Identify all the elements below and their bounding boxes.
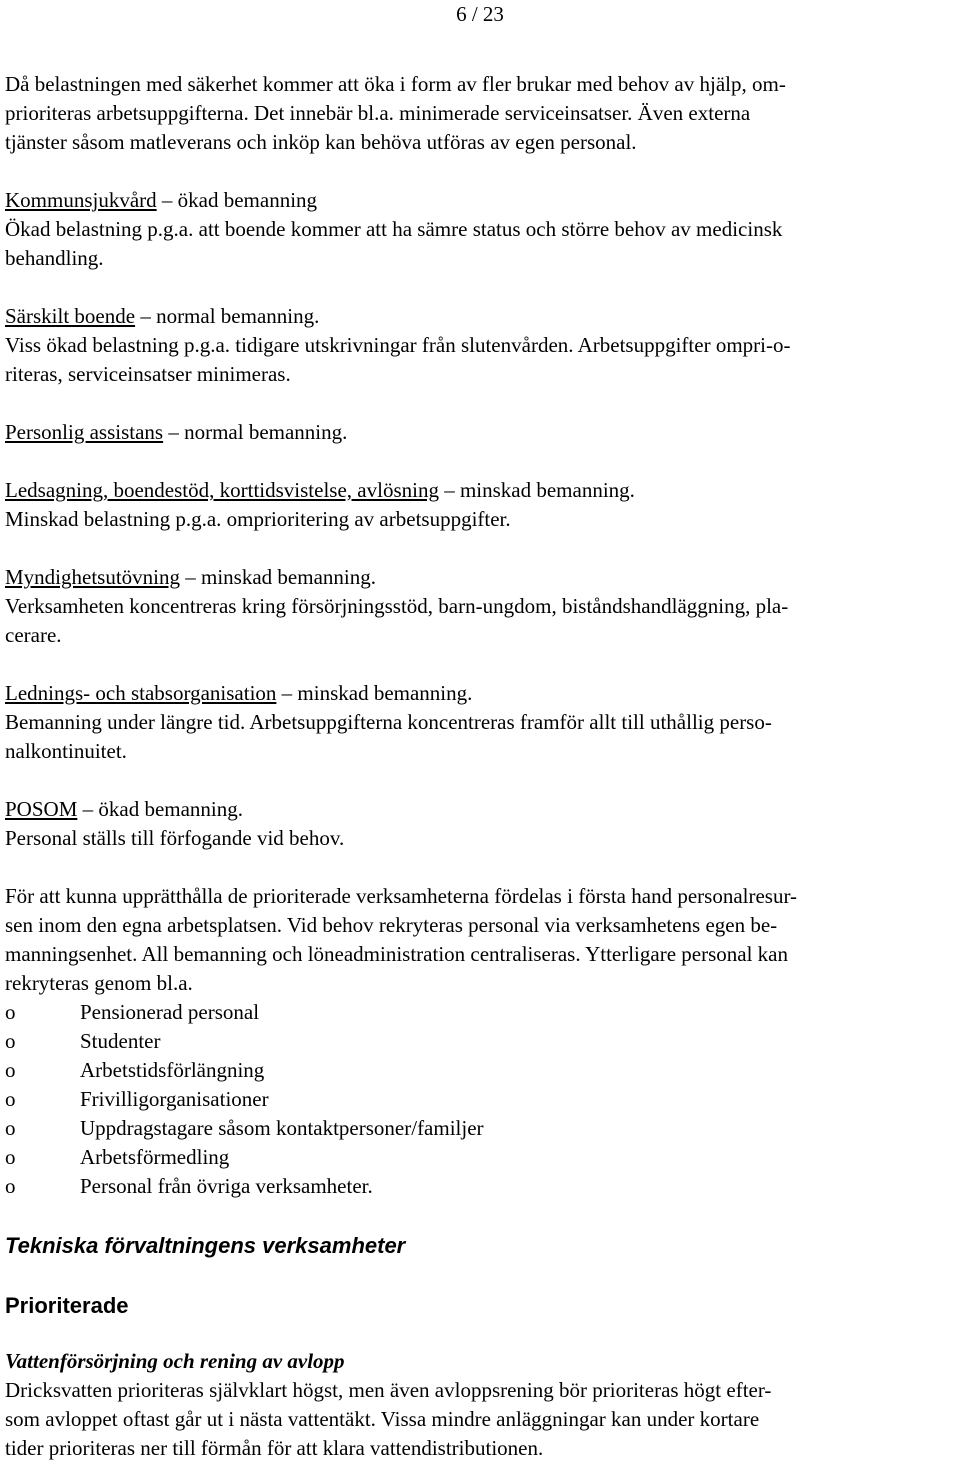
intro-line: Då belastningen med säkerhet kommer att öka i form av fler brukar med behov av hjälp, om- bbox=[5, 72, 786, 96]
section-status: – minskad bemanning. bbox=[180, 565, 376, 589]
bullet-o-icon: o bbox=[5, 1029, 16, 1053]
section-name: Ledsagning, boendestöd, korttidsvistelse, avlösning bbox=[5, 478, 439, 502]
document-body bbox=[5, 70, 953, 1463]
section-status: – normal bemanning. bbox=[163, 420, 348, 444]
list-item: o Studenter bbox=[5, 1027, 953, 1056]
section-line: Verksamheten koncentreras kring försörjningsstöd, barn-ungdom, biståndshandläggning, pla- bbox=[5, 594, 789, 618]
list-item: o Personal från övriga verksamheter. bbox=[5, 1172, 953, 1201]
section-status: – ökad bemanning bbox=[156, 188, 318, 212]
section-status: – minskad bemanning. bbox=[438, 478, 635, 502]
water-line: tider prioriteras ner till förmån för att klara vattendistributionen. bbox=[5, 1436, 544, 1460]
section-heading-kommunsjukvard bbox=[5, 186, 953, 215]
section-status: – ökad bemanning. bbox=[77, 797, 244, 821]
water-line: Dricksvatten prioriteras självklart högst, men även avloppsrening bör prioriteras högt efter- bbox=[5, 1378, 772, 1402]
list-item: o Frivilligorganisationer bbox=[5, 1085, 953, 1114]
section-name: Myndighetsutövning bbox=[5, 565, 181, 589]
section-heading-personlig-assistans bbox=[5, 418, 953, 447]
bullet-o-icon: o bbox=[5, 1058, 16, 1082]
section-line: behandling. bbox=[5, 246, 104, 270]
list-item: o Uppdragstagare såsom kontaktpersoner/familjer bbox=[5, 1114, 953, 1143]
section-status: – normal bemanning. bbox=[135, 304, 320, 328]
bullet-o-icon: o bbox=[5, 1116, 16, 1140]
section-line: Bemanning under längre tid. Arbetsuppgifterna koncentreras framför allt till uthållig perso- bbox=[5, 710, 772, 734]
section-line: Minskad belastning p.g.a. omprioritering av arbetsuppgifter. bbox=[5, 507, 511, 531]
bullet-o-icon: o bbox=[5, 1145, 16, 1169]
section-line: riteras, serviceinsatser minimeras. bbox=[5, 362, 291, 386]
bullet-o-icon: o bbox=[5, 1087, 16, 1111]
section-heading-sarskilt-boende bbox=[5, 302, 953, 331]
section-line: nalkontinuitet. bbox=[5, 739, 127, 763]
staffing-line: För att kunna upprätthålla de prioriterade verksamheterna fördelas i första hand personalresur- bbox=[5, 884, 798, 908]
heading-water: Vattenförsörjning och rening av avlopp bbox=[5, 1349, 345, 1373]
list-item: o Arbetsförmedling bbox=[5, 1143, 953, 1172]
list-item: o Pensionerad personal bbox=[5, 998, 953, 1027]
section-line: Personal ställs till förfogande vid behov. bbox=[5, 826, 345, 850]
heading-technical: Tekniska förvaltningens verksamheter bbox=[5, 1233, 406, 1258]
section-line: cerare. bbox=[5, 623, 62, 647]
recruitment-list bbox=[5, 998, 953, 1201]
staffing-line: manningsenhet. All bemanning och löneadministration centraliseras. Ytterligare personal kan bbox=[5, 942, 788, 966]
intro-line: prioriteras arbetsuppgifterna. Det innebär bl.a. minimerade serviceinsatser. Även externa bbox=[5, 101, 751, 125]
staffing-line: sen inom den egna arbetsplatsen. Vid behov rekryteras personal via verksamhetens egen be- bbox=[5, 913, 778, 937]
list-item: o Arbetstidsförlängning bbox=[5, 1056, 953, 1085]
staffing-line: rekryteras genom bl.a. bbox=[5, 971, 193, 995]
section-line: Viss ökad belastning p.g.a. tidigare utskrivningar från slutenvården. Arbetsuppgifter ompri-o- bbox=[5, 333, 791, 357]
section-name: Lednings- och stabsorganisation bbox=[5, 681, 277, 705]
section-heading-posom bbox=[5, 795, 953, 824]
section-name: POSOM bbox=[5, 797, 78, 821]
bullet-o-icon: o bbox=[5, 1174, 16, 1198]
section-status: – minskad bemanning. bbox=[276, 681, 473, 705]
section-name: Personlig assistans bbox=[5, 420, 164, 444]
section-name: Särskilt boende bbox=[5, 304, 136, 328]
section-heading-myndighetsutovning bbox=[5, 563, 953, 592]
section-heading-ledsagning bbox=[5, 476, 953, 505]
bullet-o-icon: o bbox=[5, 1000, 16, 1024]
intro-line: tjänster såsom matleverans och inköp kan behöva utföras av egen personal. bbox=[5, 130, 637, 154]
heading-prioritized: Prioriterade bbox=[5, 1293, 129, 1318]
page-number: 6 / 23 bbox=[456, 2, 504, 26]
section-heading-ledningsorganisation bbox=[5, 679, 953, 708]
water-line: som avloppet oftast går ut i nästa vattentäkt. Vissa mindre anläggningar kan under kortare bbox=[5, 1407, 760, 1431]
section-line: Ökad belastning p.g.a. att boende kommer att ha sämre status och större behov av medicinsk bbox=[5, 217, 783, 241]
section-name: Kommunsjukvård bbox=[5, 188, 157, 212]
